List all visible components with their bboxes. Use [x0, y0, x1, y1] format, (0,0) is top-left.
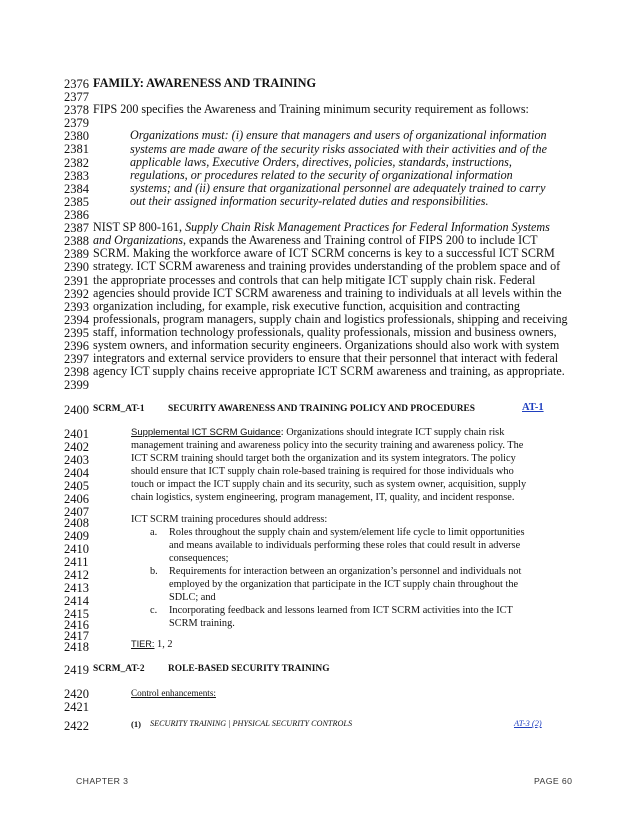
- line-number: 2416: [64, 618, 89, 632]
- control-title-at1: SECURITY AWARENESS AND TRAINING POLICY AND PROCEDURES: [168, 404, 475, 414]
- list-item-line: SCRM training.: [169, 618, 235, 629]
- nist-line: SCRM. Making the workforce aware of ICT SCRM concerns is key to a successful ICT SCRM: [93, 246, 555, 260]
- quote-line: systems; and (ii) ensure that organizational personnel are adequately trained to carry: [130, 181, 546, 195]
- tier-line: [131, 640, 173, 650]
- control-id-at1: SCRM_AT-1: [93, 404, 145, 414]
- list-item-line: employed by the organization that participate in the ICT supply chain throughout the: [169, 579, 519, 590]
- list-marker: b.: [150, 566, 158, 577]
- list-marker: c.: [150, 605, 158, 616]
- line-number: 2381: [64, 142, 89, 156]
- line-number: 2391: [64, 274, 89, 288]
- nist-line: integrators and external service providers to ensure that their personnel that interact with federal: [93, 351, 559, 365]
- line-number: 2419: [64, 663, 89, 677]
- guidance-line: touch or impact the ICT supply chain and its security, such as system owner, acquisition, supply: [131, 479, 527, 490]
- list-item-line: Incorporating feedback and lessons learned from ICT SCRM activities into the ICT: [169, 605, 513, 616]
- line-number: 2410: [64, 542, 89, 556]
- guidance-line: should ensure that ICT supply chain role-based training is required for those individuals who: [131, 466, 514, 477]
- nist-line-text: NIST SP 800-161,: [93, 220, 186, 234]
- control-title-at2: ROLE-BASED SECURITY TRAINING: [168, 664, 330, 674]
- line-number: 2383: [64, 169, 89, 183]
- line-number: 2394: [64, 313, 89, 327]
- line-number: 2412: [64, 568, 89, 582]
- line-number: 2392: [64, 287, 89, 301]
- intro-paragraph: FIPS 200 specifies the Awareness and Training minimum security requirement as follows:: [93, 102, 529, 116]
- control-link-at1[interactable]: AT-1: [522, 402, 544, 413]
- guidance-line: management training and awareness policy into the security training and awareness policy. The: [131, 440, 524, 451]
- footer-page-number: PAGE 60: [534, 776, 573, 786]
- line-number: 2399: [64, 378, 89, 392]
- guidance-label: Supplemental ICT SCRM Guidance: [131, 427, 281, 438]
- line-number: 2402: [64, 440, 89, 454]
- guidance-line: chain logistics, system engineering, program management, IT, quality, and incident response.: [131, 492, 515, 503]
- tier-label: TIER:: [131, 639, 155, 649]
- line-number: 2396: [64, 339, 89, 353]
- guidance-text: : Organizations should integrate ICT supply chain risk: [280, 427, 505, 438]
- line-number: 2418: [64, 640, 89, 654]
- footer-chapter: CHAPTER 3: [76, 776, 129, 786]
- nist-title: and Organizations: [93, 233, 183, 247]
- line-number: 2404: [64, 466, 89, 480]
- nist-line: organization including, for example, risk executive function, acquisition and contracting: [93, 299, 520, 313]
- section-heading: FAMILY: AWARENESS AND TRAINING: [93, 76, 317, 90]
- line-number: 2407: [64, 505, 89, 519]
- procedures-intro: ICT SCRM training procedures should address:: [131, 514, 328, 525]
- nist-line: professionals, program managers, supply chain and logistics professionals, shipping and receiving: [93, 312, 568, 326]
- nist-line: agency ICT supply chains receive appropriate ICT SCRM awareness and training, as appropriate.: [93, 364, 565, 378]
- line-number: 2401: [64, 427, 89, 441]
- control-enhancements-label: Control enhancements:: [131, 688, 216, 698]
- line-number: 2388: [64, 234, 89, 248]
- quote-line: Organizations must: (i) ensure that managers and users of organizational information: [130, 128, 547, 142]
- line-number: 2420: [64, 687, 89, 701]
- line-number: 2400: [64, 403, 89, 417]
- quote-line: systems are made aware of the security risks associated with their activities and of the: [130, 142, 547, 156]
- line-number: 2417: [64, 629, 89, 643]
- nist-line: [93, 234, 538, 246]
- line-number: 2406: [64, 492, 89, 506]
- list-item-line: consequences;: [169, 553, 229, 564]
- line-number: 2414: [64, 594, 89, 608]
- line-number: 2395: [64, 326, 89, 340]
- line-number: 2379: [64, 116, 89, 130]
- enhancement-title: SECURITY TRAINING | PHYSICAL SECURITY CONTROLS: [150, 719, 353, 728]
- list-item-line: and means available to individuals performing these roles that could result in adverse: [169, 540, 521, 551]
- line-number: 2385: [64, 195, 89, 209]
- guidance-line: ICT SCRM training should target both the organization and its system integrators. The policy: [131, 453, 516, 464]
- control-id-at2: SCRM_AT-2: [93, 664, 145, 674]
- nist-line-text: , expands the Awareness and Training control of FIPS 200 to include ICT: [182, 233, 538, 247]
- line-number: 2405: [64, 479, 89, 493]
- line-number: 2386: [64, 208, 89, 222]
- line-number: 2408: [64, 516, 89, 530]
- line-number: 2387: [64, 221, 89, 235]
- line-number: 2398: [64, 365, 89, 379]
- line-number: 2413: [64, 581, 89, 595]
- line-number: 2409: [64, 529, 89, 543]
- line-number: 2376: [64, 77, 89, 91]
- nist-line: agencies should provide ICT SCRM awareness and training to individuals at all levels within the: [93, 286, 562, 300]
- line-number: 2422: [64, 719, 89, 733]
- nist-line: the appropriate processes and controls that can help mitigate ICT supply chain risk. Federal: [93, 273, 536, 287]
- line-number: 2397: [64, 352, 89, 366]
- list-item-line: Requirements for interaction between an organization’s personnel and individuals not: [169, 566, 522, 577]
- line-number: 2380: [64, 129, 89, 143]
- line-number: 2377: [64, 90, 89, 104]
- nist-title: Supply Chain Risk Management Practices for Federal Information Systems: [185, 220, 550, 234]
- line-number: 2378: [64, 103, 89, 117]
- list-marker: a.: [150, 527, 158, 538]
- line-number: 2384: [64, 182, 89, 196]
- line-number: 2390: [64, 260, 89, 274]
- tier-value: 1, 2: [154, 639, 173, 650]
- line-number: 2415: [64, 607, 89, 621]
- line-number: 2421: [64, 700, 89, 714]
- enhancement-link[interactable]: AT-3 (2): [514, 719, 542, 728]
- quote-line: applicable laws, Executive Orders, directives, policies, standards, instructions,: [130, 155, 512, 169]
- quote-line: regulations, or procedures related to the security of organizational information: [130, 168, 513, 182]
- line-number: 2393: [64, 300, 89, 314]
- list-item-line: Roles throughout the supply chain and system/element life cycle to limit opportunities: [169, 527, 525, 538]
- nist-line: [93, 221, 550, 233]
- enhancement-number: (1): [131, 719, 142, 729]
- nist-line: staff, information technology professionals, quality professionals, mission and business owners,: [93, 325, 557, 339]
- nist-line: strategy. ICT SCRM awareness and training provides understanding of the problem space and of: [93, 259, 561, 273]
- line-number: 2382: [64, 156, 89, 170]
- nist-line: system owners, and information security engineers. Organizations should also work with system: [93, 338, 560, 352]
- line-number: 2389: [64, 247, 89, 261]
- quote-line: out their assigned information security-related duties and responsibilities.: [130, 194, 489, 208]
- guidance-line: [131, 428, 504, 438]
- list-item-line: SDLC; and: [169, 592, 216, 603]
- line-number: 2411: [64, 555, 89, 569]
- line-number: 2403: [64, 453, 89, 467]
